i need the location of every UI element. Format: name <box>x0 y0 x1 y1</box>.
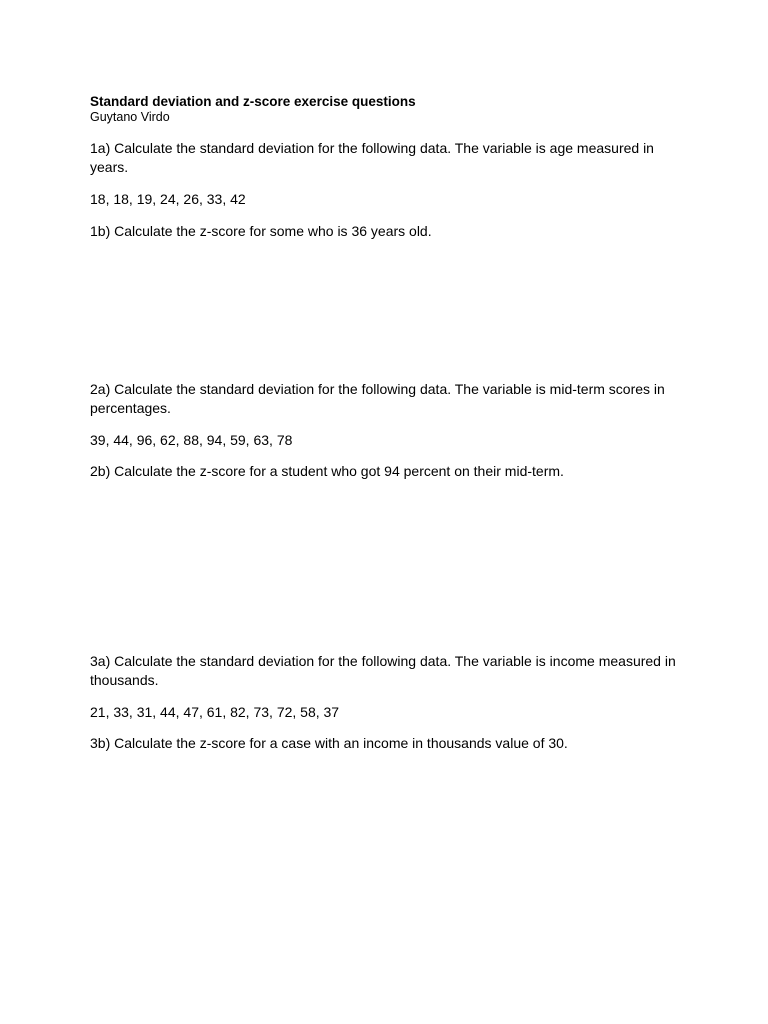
document-author: Guytano Virdo <box>90 110 170 124</box>
question-1b-prompt: 1b) Calculate the z-score for some who is 36 years old. <box>90 223 432 239</box>
question-3a-prompt: 3a) Calculate the standard deviation for the following data. The variable is income measured in thousands. <box>90 653 676 688</box>
question-2b-prompt: 2b) Calculate the z-score for a student who got 94 percent on their mid-term. <box>90 463 564 479</box>
question-3-data: 21, 33, 31, 44, 47, 61, 82, 73, 72, 58, 37 <box>90 704 340 720</box>
question-1-data: 18, 18, 19, 24, 26, 33, 42 <box>90 191 246 207</box>
document-title: Standard deviation and z-score exercise questions <box>90 94 416 109</box>
question-3b-prompt: 3b) Calculate the z-score for a case with an income in thousands value of 30. <box>90 735 568 751</box>
question-2a-prompt: 2a) Calculate the standard deviation for the following data. The variable is mid-term scores in percentages. <box>90 381 665 416</box>
question-1a-prompt: 1a) Calculate the standard deviation for the following data. The variable is age measured in years. <box>90 140 654 175</box>
question-2-data: 39, 44, 96, 62, 88, 94, 59, 63, 78 <box>90 432 293 448</box>
